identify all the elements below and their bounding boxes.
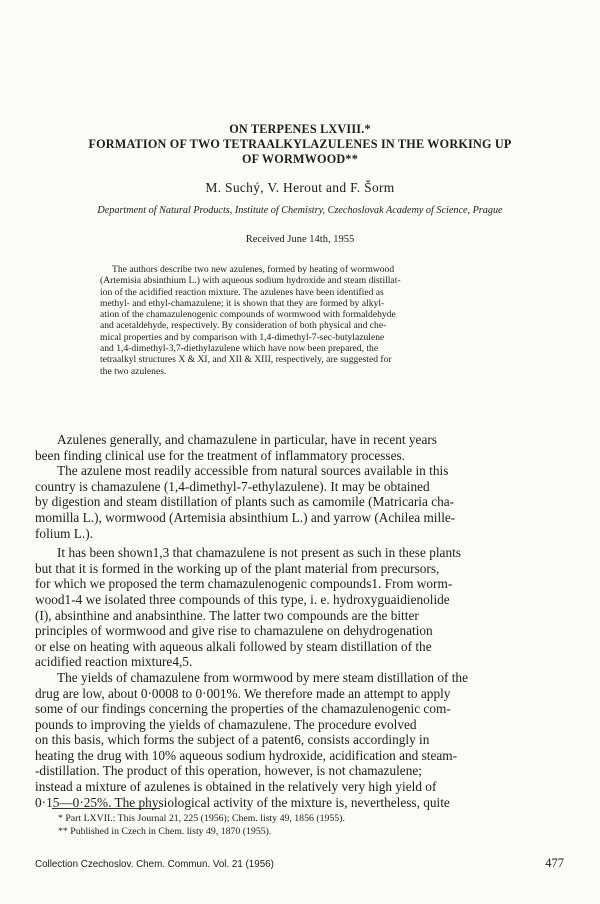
abstract-line: ation of the chamazulenogenic compounds of wormwood with formaldehyde (100, 309, 396, 321)
abstract-line: The authors describe two new azulenes, formed by heating of wormwood (112, 264, 395, 275)
body-line: by digestion and steam distillation of plants such as camomile (Matricaria cha- (35, 494, 455, 510)
body-line: Azulenes generally, and chamazulene in particular, have in recent years (57, 432, 437, 447)
page-number: 477 (545, 856, 564, 870)
body-line: on this basis, which forms the subject of a patent6, consists accordingly in (35, 732, 430, 748)
body-line: for which we proposed the term chamazulenogenic compounds1. From worm- (35, 576, 453, 592)
title-line-2: FORMATION OF TWO TETRAALKYLAZULENES IN THE WORKING UP (88, 137, 512, 151)
body-line: -distillation. The product of this operation, however, is not chamazulene; (35, 763, 422, 779)
abstract-line: and 1,4-dimethyl-3,7-diethylazulene which have now been prepared, the (100, 343, 379, 355)
body-text (35, 432, 567, 810)
body-line: country is chamazulene (1,4-dimethyl-7-ethylazulene). It may be obtained (35, 478, 430, 494)
affiliation: Department of Natural Products, Institute of Chemistry, Czechoslovak Academy of Science, Prague (97, 205, 503, 216)
abstract (100, 264, 532, 377)
footnote: * Part LXVII.: This Journal 21, 225 (1956); Chem. listy 49, 1856 (1955). (58, 813, 345, 824)
body-line: been finding clinical use for the treatment of inflammatory processes. (35, 447, 405, 463)
abstract-line: the two azulenes. (100, 365, 167, 377)
abstract-line: methyl- and ethyl-chamazulene; it is shown that they are formed by alkyl- (100, 297, 385, 309)
body-line: but that it is formed in the working up of the plant material from precursors, (35, 560, 440, 576)
abstract-line: mical properties and by comparison with 1,4-dimethyl-7-sec-butylazulene (100, 331, 385, 343)
body-line: The yields of chamazulene from wormwood by mere steam distillation of the (57, 669, 468, 685)
body-line: It has been shown1,3 that chamazulene is not present as such in these plants (57, 545, 461, 561)
body-line: The azulene most readily accessible from natural sources available in this (57, 463, 449, 479)
body-line: wood1-4 we isolated three compounds of this type, i. e. hydroxyguaidienolide (35, 591, 450, 607)
body-line: folium L.). (35, 525, 93, 541)
abstract-line: ion of the acidified reaction mixture. The azulenes have been identified as (100, 286, 384, 298)
body-line: principles of wormwood and give rise to chamazulene on dehydrogenation (35, 623, 433, 639)
title-line-3: OF WORMWOOD** (241, 152, 358, 166)
journal-footer: Collection Czechoslov. Chem. Commun. Vol. 21 (1956) (35, 859, 274, 870)
body-line: (I), absinthine and anabsinthine. The latter two compounds are the bitter (35, 607, 419, 623)
footnotes (58, 812, 345, 838)
article-title (30, 122, 570, 167)
abstract-line: tetraalkyl structures X & XI, and XII & XIII, respectively, are suggested for (100, 354, 392, 366)
body-line: 0·15—0·25%. The physiological activity of the mixture is, nevertheless, quite (35, 794, 450, 810)
footnote: ** Published in Czech in Chem. listy 49, 1870 (1955). (58, 826, 272, 837)
authors: M. Suchý, V. Herout and F. Šorm (205, 180, 395, 195)
body-line: pounds to improving the yields of chamazulene. The procedure evolved (35, 716, 417, 732)
title-line-1: ON TERPENES LXVIII.* (229, 122, 371, 136)
body-line: acidified reaction mixture4,5. (35, 654, 193, 670)
footnote-rule (52, 808, 160, 809)
body-line: instead a mixture of azulenes is obtained in the relatively very high yield of (35, 779, 437, 795)
body-line: or else on heating with aqueous alkali followed by steam distillation of the (35, 638, 432, 654)
received-date: Received June 14th, 1955 (245, 234, 355, 245)
body-line: drug are low, about 0·0008 to 0·001%. We therefore made an attempt to apply (35, 685, 451, 701)
body-line: momilla L.), wormwood (Artemisia absinthium L.) and yarrow (Achilea mille- (35, 509, 456, 525)
abstract-line: and acetaldehyde, respectively. By consideration of both physical and che- (100, 320, 387, 332)
body-line: heating the drug with 10% aqueous sodium hydroxide, acidification and steam- (35, 747, 458, 763)
abstract-line: (Artemisia absinthium L.) with aqueous sodium hydroxide and steam distillat- (100, 275, 401, 287)
body-line: some of our findings concerning the properties of the chamazulenogenic com- (35, 701, 451, 717)
